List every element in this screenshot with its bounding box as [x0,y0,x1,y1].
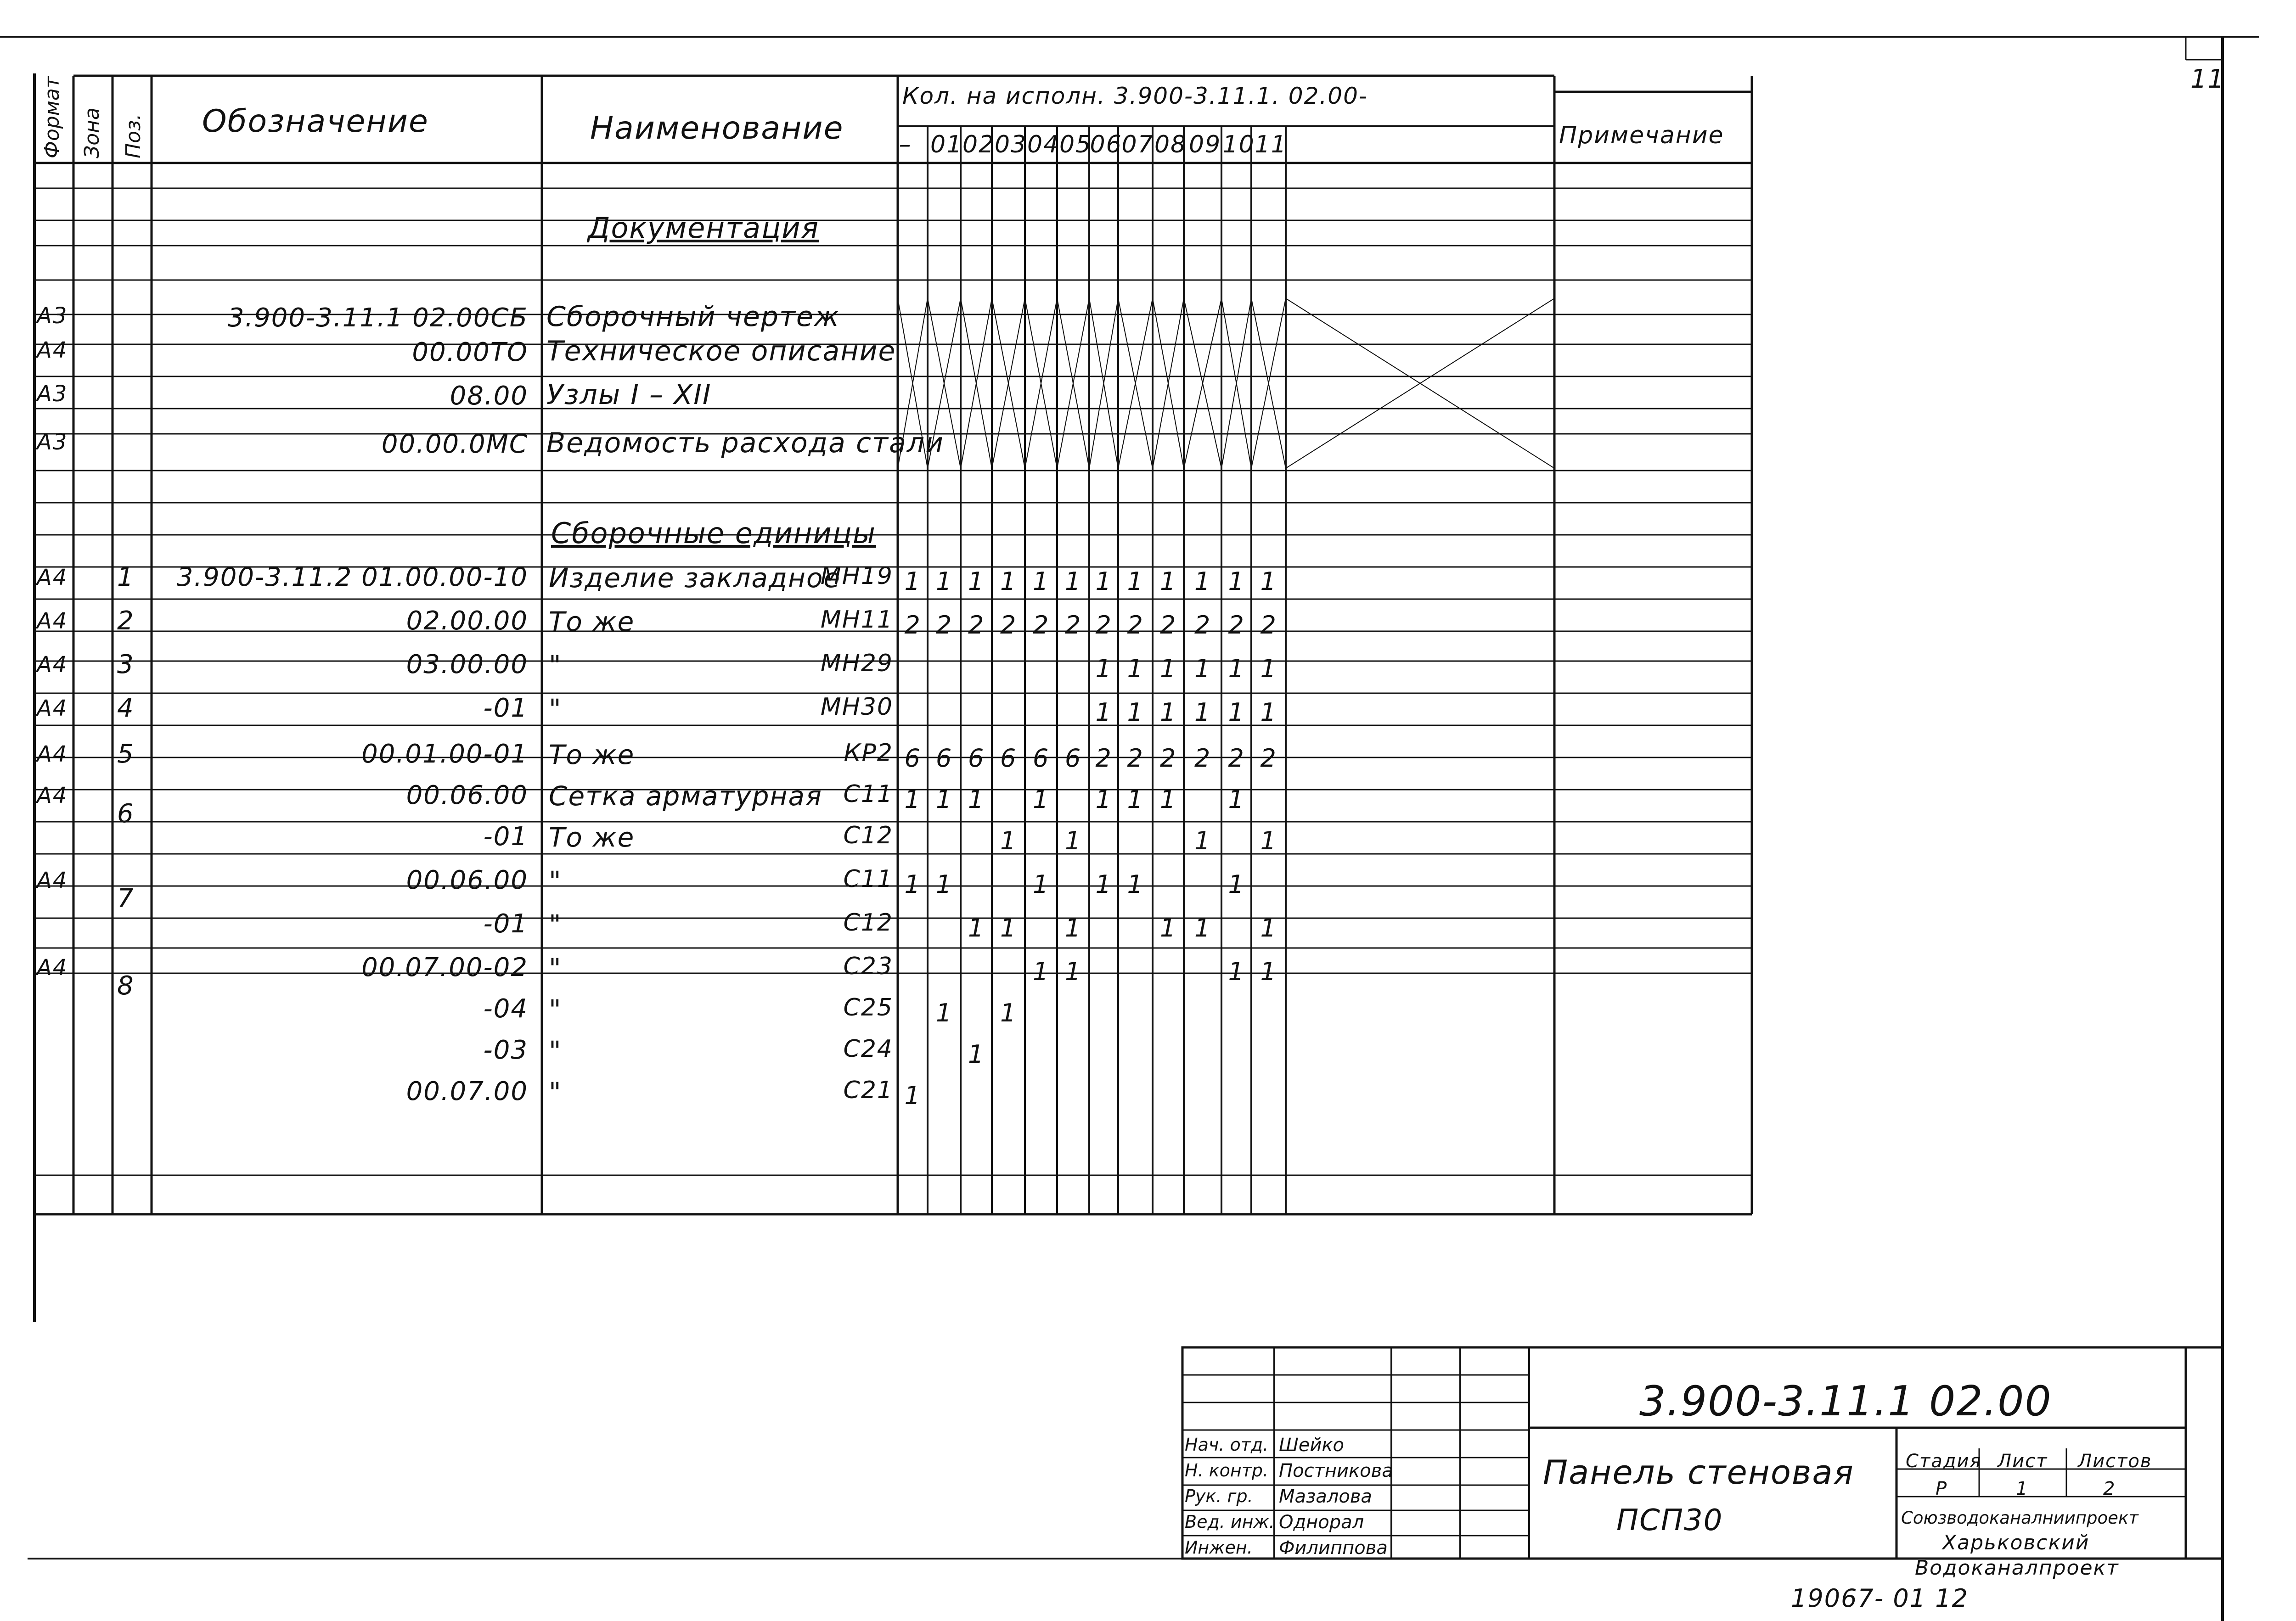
qty-cell: 2 [1160,744,1177,773]
tb-role: Вед. инж. [1185,1512,1275,1532]
qty-cell: 1 [1260,698,1277,727]
qty-cell: 1 [1260,567,1277,596]
qty-cell: 1 [936,567,953,596]
qty-cell: 1 [1228,785,1245,814]
asm-designation: -01 [483,909,528,939]
tb-role: Н. контр. [1185,1460,1269,1481]
qty-cell: 1 [936,785,953,814]
qty-cell: 1 [1000,826,1017,855]
variant-header: 04 [1027,131,1060,158]
doc-designation: 00.00ТО [412,337,528,367]
qty-cell: 1 [1033,957,1050,986]
title-line2: ПСП30 [1616,1503,1723,1537]
qty-cell: 1 [1228,957,1245,986]
tb-name: Мазалова [1279,1486,1372,1507]
qty-cell: 2 [1194,744,1211,773]
asm-mark: КР2 [844,739,893,767]
qty-cell: 1 [1160,567,1177,596]
asm-designation: 00.01.00-01 [361,739,528,769]
qty-cell: 2 [1260,744,1277,773]
qty-cell: 1 [968,914,985,942]
asm-format: А4 [37,565,68,590]
title-line1: Панель стеновая [1543,1453,1854,1492]
qty-cell: 1 [1033,870,1050,899]
qty-cell: 1 [1194,654,1211,683]
qty-cell: 1 [1000,914,1017,942]
qty-cell: 1 [1194,698,1211,727]
asm-pos: 1 [117,562,135,592]
asm-designation: -04 [483,994,528,1024]
header-note: Примечание [1559,122,1724,149]
asm-name: То же [549,606,635,637]
asm-designation: 00.07.00 [406,1077,528,1106]
qty-cell: 6 [904,744,921,773]
asm-format: А4 [37,783,68,808]
qty-cell: 1 [1260,654,1277,683]
asm-name: " [549,650,562,681]
asm-designation: 00.06.00 [406,865,528,895]
doc-name: Техническое описание [546,335,896,367]
qty-cell: 1 [1000,998,1017,1027]
asm-name: " [549,693,562,724]
asm-designation: 3.900-3.11.2 01.00.00-10 [176,562,528,592]
asm-mark: С12 [843,822,893,849]
qty-cell: 1 [1194,826,1211,855]
header-zone: Зона [80,107,104,158]
tb-role: Инжен. [1185,1537,1253,1558]
variant-header: – [899,131,912,158]
org-line1: Союзводоканалниипроект [1901,1508,2138,1528]
qty-cell: 1 [1260,826,1277,855]
variant-header: 01 [930,131,963,158]
asm-format: А4 [37,652,68,678]
asm-name: " [549,865,562,897]
qty-cell: 1 [1095,698,1112,727]
header-pos: Поз. [122,113,145,158]
tb-role: Рук. гр. [1185,1486,1253,1506]
qty-cell: 1 [1033,567,1050,596]
qty-cell: 2 [1160,611,1177,639]
section-assemblies: Сборочные единицы [551,516,877,550]
qty-cell: 6 [1065,744,1082,773]
asm-pos: 7 [117,884,135,914]
org-line3: Водоканалпроект [1915,1556,2119,1580]
asm-pos: 3 [117,650,135,679]
variant-header: 05 [1059,131,1092,158]
qty-cell: 1 [1160,914,1177,942]
qty-cell: 1 [1228,654,1245,683]
qty-cell: 1 [1095,785,1112,814]
doc-designation: 3.900-3.11.1 02.00СБ [227,303,528,333]
variant-header: 10 [1222,131,1255,158]
qty-cell: 6 [1033,744,1050,773]
asm-designation: -01 [483,693,528,723]
qty-cell: 6 [1000,744,1017,773]
doc-name: Сборочный чертеж [546,301,840,333]
qty-cell: 1 [1065,914,1082,942]
header-qty: Кол. на исполн. 3.900-3.11.1. 02.00- [902,83,1368,109]
asm-name: " [549,994,562,1025]
doc-designation: 00.00.0МС [381,429,528,459]
asm-designation: 03.00.00 [406,650,528,679]
asm-format: А4 [37,696,68,721]
qty-cell: 1 [1228,698,1245,727]
qty-cell: 1 [1065,567,1082,596]
doc-name: Узлы I – XII [546,379,712,411]
variant-header: 11 [1255,131,1287,158]
asm-pos: 6 [117,799,135,829]
asm-mark: С24 [843,1035,893,1063]
asm-designation: -03 [483,1035,528,1065]
qty-cell: 2 [1194,611,1211,639]
asm-format: А4 [37,741,68,767]
variant-header: 08 [1154,131,1187,158]
qty-cell: 1 [1228,567,1245,596]
sheets-label: Листов [2078,1451,2152,1472]
asm-designation: 00.06.00 [406,780,528,810]
doc-format: А3 [37,429,68,455]
asm-name: " [549,1035,562,1066]
qty-cell: 1 [968,1040,985,1069]
qty-cell: 1 [1127,870,1144,899]
qty-cell: 6 [968,744,985,773]
qty-cell: 2 [1065,611,1082,639]
asm-mark: МН30 [820,693,893,721]
qty-cell: 1 [904,1081,921,1110]
variant-header: 09 [1189,131,1221,158]
asm-designation: 02.00.00 [406,606,528,636]
asm-name: " [549,1077,562,1108]
qty-cell: 1 [1160,654,1177,683]
variant-header: 03 [995,131,1027,158]
qty-cell: 1 [1033,785,1050,814]
sheet-value: 1 [2016,1478,2029,1499]
qty-cell: 1 [904,567,921,596]
variant-header: 06 [1090,131,1122,158]
qty-cell: 1 [1160,698,1177,727]
asm-pos: 8 [117,971,135,1001]
qty-cell: 1 [1000,567,1017,596]
qty-cell: 2 [1033,611,1050,639]
qty-cell: 1 [1127,698,1144,727]
header-name: Наименование [590,110,844,146]
header-designation: Обозначение [202,103,429,140]
header-format: Формат [40,76,64,158]
asm-mark: С12 [843,909,893,937]
asm-pos: 5 [117,739,135,769]
qty-cell: 1 [1065,826,1082,855]
asm-mark: С11 [843,780,893,808]
qty-cell: 2 [1228,611,1245,639]
qty-cell: 6 [936,744,953,773]
asm-mark: МН11 [820,606,893,634]
variant-header: 02 [962,131,995,158]
asm-mark: С25 [843,994,893,1021]
asm-mark: МН19 [820,562,893,590]
tb-name: Шейко [1279,1435,1345,1456]
qty-cell: 2 [1127,611,1144,639]
asm-pos: 2 [117,606,135,636]
org-line2: Харьковский [1942,1531,2090,1554]
qty-cell: 2 [1000,611,1017,639]
qty-cell: 2 [904,611,921,639]
asm-mark: С23 [843,953,893,980]
tb-name: Филиппова [1279,1537,1388,1559]
qty-cell: 1 [1095,870,1112,899]
section-docs: Документация [588,211,819,245]
qty-cell: 1 [1127,654,1144,683]
asm-designation: -01 [483,822,528,852]
tb-role: Нач. отд. [1185,1435,1269,1455]
asm-name: То же [549,739,635,770]
qty-cell: 2 [1228,744,1245,773]
page-number: 11 [2190,64,2225,94]
qty-cell: 1 [1194,914,1211,942]
qty-cell: 2 [1095,611,1112,639]
stage-label: Стадия [1906,1451,1982,1472]
sheets-value: 2 [2103,1478,2116,1499]
qty-cell: 1 [1194,567,1211,596]
doc-format: А3 [37,303,68,329]
doc-code: 3.900-3.11.1 02.00 [1639,1377,2052,1425]
asm-format: А4 [37,868,68,893]
qty-cell: 1 [1260,957,1277,986]
qty-cell: 1 [1095,654,1112,683]
qty-cell: 2 [936,611,953,639]
asm-name: " [549,953,562,984]
qty-cell: 2 [968,611,985,639]
asm-name: " [549,909,562,940]
tb-name: Однорал [1279,1512,1364,1533]
qty-cell: 2 [1095,744,1112,773]
qty-cell: 1 [1095,567,1112,596]
qty-cell: 1 [968,785,985,814]
footer-number: 19067- 01 12 [1791,1584,1969,1613]
tb-name: Постникова [1279,1460,1393,1481]
doc-designation: 08.00 [450,381,528,411]
asm-pos: 4 [117,693,135,723]
asm-name: То же [549,822,635,853]
asm-mark: С21 [843,1077,893,1104]
doc-name: Ведомость расхода стали [546,427,945,459]
qty-cell: 1 [1160,785,1177,814]
qty-cell: 1 [968,567,985,596]
qty-cell: 2 [1260,611,1277,639]
doc-format: А3 [37,381,68,407]
qty-cell: 1 [1065,957,1082,986]
qty-cell: 1 [936,870,953,899]
qty-cell: 1 [1260,914,1277,942]
sheet-label: Лист [1998,1451,2048,1472]
qty-cell: 1 [904,785,921,814]
variant-header: 07 [1121,131,1154,158]
asm-name: Сетка арматурная [549,780,822,812]
qty-cell: 1 [1228,870,1245,899]
qty-cell: 2 [1127,744,1144,773]
qty-cell: 1 [1127,785,1144,814]
doc-format: А4 [37,337,68,363]
stage-value: Р [1936,1478,1948,1499]
asm-name: Изделие закладное [549,562,841,594]
qty-cell: 1 [1127,567,1144,596]
asm-format: А4 [37,955,68,981]
asm-mark: С11 [843,865,893,893]
qty-cell: 1 [904,870,921,899]
qty-cell: 1 [936,998,953,1027]
asm-format: А4 [37,608,68,634]
asm-designation: 00.07.00-02 [361,953,528,982]
asm-mark: МН29 [820,650,893,677]
